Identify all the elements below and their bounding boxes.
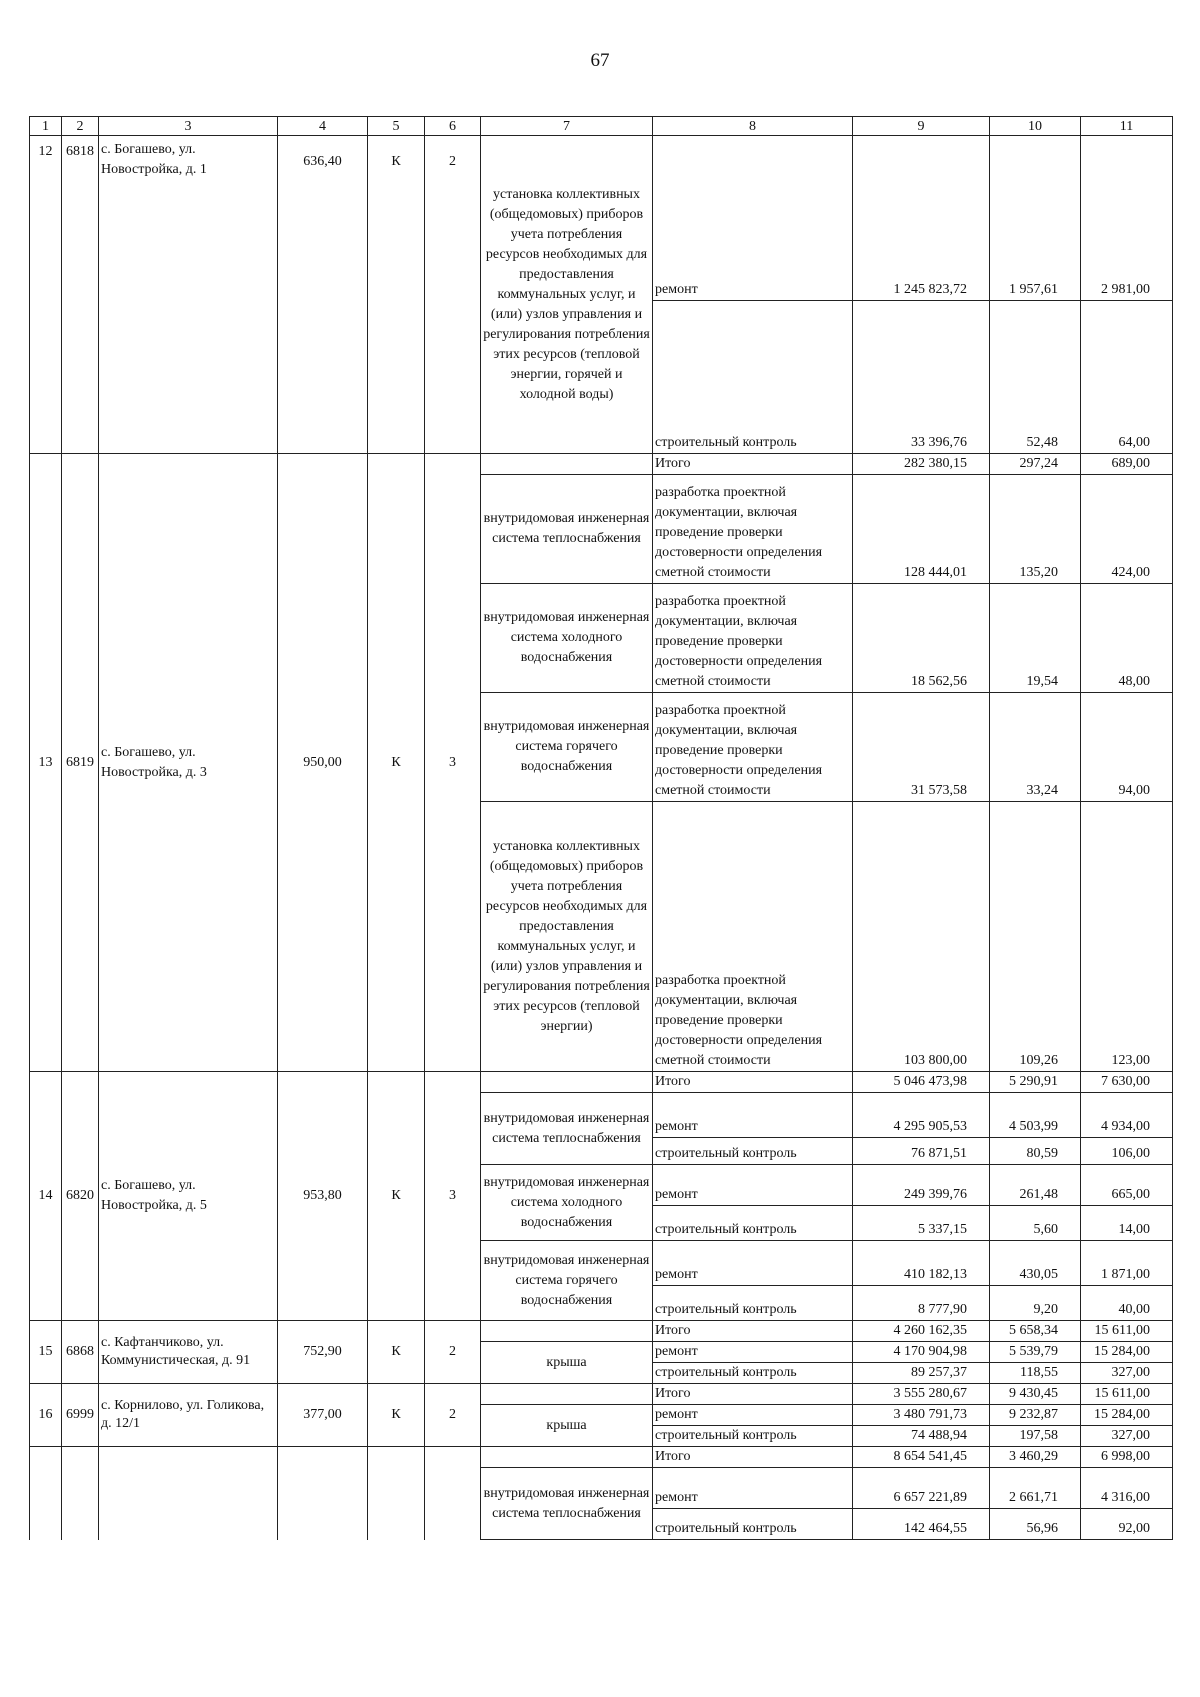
cost-limit: 1 871,00	[1081, 1241, 1173, 1286]
work-type	[481, 1447, 653, 1468]
cost: 6 657 221,89	[853, 1468, 990, 1509]
col-header: 8	[653, 117, 853, 136]
work-type	[481, 1384, 653, 1405]
work-kind: строительный контроль	[653, 1206, 853, 1241]
cost-limit: 2 981,00	[1081, 136, 1173, 301]
cost-limit: 6 998,00	[1081, 1447, 1173, 1468]
house-id: 6868	[62, 1321, 99, 1384]
work-type: крыша	[481, 1342, 653, 1384]
cost: 4 170 904,98	[853, 1342, 990, 1363]
floors: 3	[425, 454, 481, 1072]
row-number: 14	[30, 1072, 62, 1321]
row-number: 12	[30, 136, 62, 454]
col-header: 7	[481, 117, 653, 136]
work-type: внутридомовая инженерная система холодного водоснабжения	[481, 1165, 653, 1241]
cost-limit: 15 611,00	[1081, 1321, 1173, 1342]
work-type: внутридомовая инженерная система горячего водоснабжения	[481, 1241, 653, 1321]
work-type	[481, 1072, 653, 1093]
floors: 2	[425, 1384, 481, 1447]
cost-per-m2: 135,20	[990, 475, 1081, 584]
cost-limit: 327,00	[1081, 1426, 1173, 1447]
cost-per-m2: 5,60	[990, 1206, 1081, 1241]
cost: 33 396,76	[853, 301, 990, 454]
row-number: 13	[30, 454, 62, 1072]
cost: 74 488,94	[853, 1426, 990, 1447]
cost: 4 260 162,35	[853, 1321, 990, 1342]
house-id: 6820	[62, 1072, 99, 1321]
cost: 282 380,15	[853, 454, 990, 475]
cost-per-m2: 4 503,99	[990, 1093, 1081, 1138]
cost-per-m2: 3 460,29	[990, 1447, 1081, 1468]
cost: 249 399,76	[853, 1165, 990, 1206]
col-header: 3	[99, 117, 278, 136]
work-kind: ремонт	[653, 1468, 853, 1509]
work-kind: разработка проектной документации, включая проведение проверки достоверности определения сметной стоимости	[653, 584, 853, 693]
wall-type: К	[368, 136, 425, 454]
work-kind: ремонт	[653, 1405, 853, 1426]
table-row	[30, 1321, 1173, 1342]
work-type	[481, 1321, 653, 1342]
cost-limit: 327,00	[1081, 1363, 1173, 1384]
cost-per-m2: 2 661,71	[990, 1468, 1081, 1509]
page-number: 67	[590, 50, 610, 71]
work-kind: ремонт	[653, 1342, 853, 1363]
cost-per-m2: 56,96	[990, 1509, 1081, 1540]
cost-per-m2: 5 290,91	[990, 1072, 1081, 1093]
col-header: 2	[62, 117, 99, 136]
cost: 8 777,90	[853, 1286, 990, 1321]
house-id: 6999	[62, 1384, 99, 1447]
work-kind: ремонт	[653, 1241, 853, 1286]
cost-per-m2: 5 658,34	[990, 1321, 1081, 1342]
work-type: внутридомовая инженерная система горячего водоснабжения	[481, 693, 653, 802]
wall-type: К	[368, 1384, 425, 1447]
cost-limit: 4 934,00	[1081, 1093, 1173, 1138]
cost: 3 480 791,73	[853, 1405, 990, 1426]
cost: 103 800,00	[853, 802, 990, 1072]
cost-per-m2: 80,59	[990, 1138, 1081, 1165]
area: 950,00	[278, 454, 368, 1072]
cost: 410 182,13	[853, 1241, 990, 1286]
cost-limit: 4 316,00	[1081, 1468, 1173, 1509]
work-type: установка коллективных (общедомовых) приборов учета потребления ресурсов необходимых для предоставления коммунальных услуг, и (или) узлов управления и регулирования потребления этих ресурсов (тепловой энергии)	[481, 802, 653, 1072]
cost-per-m2: 261,48	[990, 1165, 1081, 1206]
table-row	[30, 1447, 1173, 1468]
cost: 1 245 823,72	[853, 136, 990, 301]
work-kind: разработка проектной документации, включая проведение проверки достоверности определения сметной стоимости	[653, 475, 853, 584]
work-type: крыша	[481, 1405, 653, 1447]
cost: 4 295 905,53	[853, 1093, 990, 1138]
work-type: внутридомовая инженерная система теплоснабжения	[481, 1093, 653, 1165]
work-kind: разработка проектной документации, включая проведение проверки достоверности определения сметной стоимости	[653, 802, 853, 1072]
house-id: 6818	[62, 136, 99, 454]
address: с. Богашево, ул. Новостройка, д. 1	[99, 136, 278, 454]
work-type: установка коллективных (общедомовых) приборов учета потребления ресурсов необходимых для предоставления коммунальных услуг, и (или) узлов управления и регулирования потребления этих ресурсов (тепловой энергии, горячей и холодной воды)	[481, 136, 653, 454]
work-kind: разработка проектной документации, включая проведение проверки достоверности определения сметной стоимости	[653, 693, 853, 802]
cost: 76 871,51	[853, 1138, 990, 1165]
cost-limit: 15 611,00	[1081, 1384, 1173, 1405]
address: с. Богашево, ул. Новостройка, д. 5	[99, 1072, 278, 1321]
table-row	[30, 1072, 1173, 1093]
cost-per-m2: 430,05	[990, 1241, 1081, 1286]
table-row	[30, 454, 1173, 475]
house-id	[62, 1447, 99, 1540]
cost-per-m2: 297,24	[990, 454, 1081, 475]
work-kind: Итого	[653, 454, 853, 475]
row-number: 16	[30, 1384, 62, 1447]
cost: 18 562,56	[853, 584, 990, 693]
col-header: 9	[853, 117, 990, 136]
cost-per-m2: 109,26	[990, 802, 1081, 1072]
cost: 142 464,55	[853, 1509, 990, 1540]
col-header: 1	[30, 117, 62, 136]
work-kind: строительный контроль	[653, 1138, 853, 1165]
work-kind: ремонт	[653, 1093, 853, 1138]
cost: 128 444,01	[853, 475, 990, 584]
area: 752,90	[278, 1321, 368, 1384]
cost-per-m2: 9 232,87	[990, 1405, 1081, 1426]
work-kind: строительный контроль	[653, 1286, 853, 1321]
floors: 2	[425, 1321, 481, 1384]
repair-schedule-table	[29, 116, 1173, 1540]
work-kind: строительный контроль	[653, 301, 853, 454]
cost-limit: 665,00	[1081, 1165, 1173, 1206]
cost: 3 555 280,67	[853, 1384, 990, 1405]
cost-limit: 106,00	[1081, 1138, 1173, 1165]
cost: 5 337,15	[853, 1206, 990, 1241]
floors	[425, 1447, 481, 1540]
work-type	[481, 454, 653, 475]
area	[278, 1447, 368, 1540]
col-header: 4	[278, 117, 368, 136]
work-kind: Итого	[653, 1384, 853, 1405]
wall-type: К	[368, 1072, 425, 1321]
cost-limit: 92,00	[1081, 1509, 1173, 1540]
col-header: 11	[1081, 117, 1173, 136]
cost-limit: 123,00	[1081, 802, 1173, 1072]
cost-limit: 7 630,00	[1081, 1072, 1173, 1093]
cost-limit: 64,00	[1081, 301, 1173, 454]
cost-per-m2: 19,54	[990, 584, 1081, 693]
wall-type: К	[368, 454, 425, 1072]
cost-limit: 424,00	[1081, 475, 1173, 584]
house-id: 6819	[62, 454, 99, 1072]
table-row	[30, 136, 1173, 301]
cost-per-m2: 1 957,61	[990, 136, 1081, 301]
work-type: внутридомовая инженерная система теплоснабжения	[481, 475, 653, 584]
table-row	[30, 1384, 1173, 1405]
wall-type: К	[368, 1321, 425, 1384]
cost-limit: 48,00	[1081, 584, 1173, 693]
cost-limit: 14,00	[1081, 1206, 1173, 1241]
work-kind: строительный контроль	[653, 1426, 853, 1447]
wall-type	[368, 1447, 425, 1540]
work-kind: строительный контроль	[653, 1509, 853, 1540]
row-number: 15	[30, 1321, 62, 1384]
floors: 3	[425, 1072, 481, 1321]
address: с. Кафтанчиково, ул. Коммунистическая, д. 91	[99, 1321, 278, 1384]
address	[99, 1447, 278, 1540]
floors: 2	[425, 136, 481, 454]
work-kind: Итого	[653, 1447, 853, 1468]
cost-per-m2: 197,58	[990, 1426, 1081, 1447]
cost-per-m2: 118,55	[990, 1363, 1081, 1384]
cost-limit: 40,00	[1081, 1286, 1173, 1321]
work-kind: ремонт	[653, 136, 853, 301]
area: 377,00	[278, 1384, 368, 1447]
cost-per-m2: 9 430,45	[990, 1384, 1081, 1405]
cost-per-m2: 5 539,79	[990, 1342, 1081, 1363]
cost-limit: 15 284,00	[1081, 1405, 1173, 1426]
work-type: внутридомовая инженерная система теплоснабжения	[481, 1468, 653, 1540]
cost-per-m2: 33,24	[990, 693, 1081, 802]
column-number-row	[30, 117, 1173, 136]
cost: 8 654 541,45	[853, 1447, 990, 1468]
cost: 89 257,37	[853, 1363, 990, 1384]
work-kind: Итого	[653, 1321, 853, 1342]
col-header: 6	[425, 117, 481, 136]
cost: 31 573,58	[853, 693, 990, 802]
col-header: 5	[368, 117, 425, 136]
work-kind: Итого	[653, 1072, 853, 1093]
address: с. Богашево, ул. Новостройка, д. 3	[99, 454, 278, 1072]
address: с. Корнилово, ул. Голикова, д. 12/1	[99, 1384, 278, 1447]
cost: 5 046 473,98	[853, 1072, 990, 1093]
cost-limit: 15 284,00	[1081, 1342, 1173, 1363]
work-kind: строительный контроль	[653, 1363, 853, 1384]
cost-limit: 94,00	[1081, 693, 1173, 802]
work-kind: ремонт	[653, 1165, 853, 1206]
row-number	[30, 1447, 62, 1540]
area: 953,80	[278, 1072, 368, 1321]
area: 636,40	[278, 136, 368, 454]
cost-limit: 689,00	[1081, 454, 1173, 475]
col-header: 10	[990, 117, 1081, 136]
cost-per-m2: 52,48	[990, 301, 1081, 454]
cost-per-m2: 9,20	[990, 1286, 1081, 1321]
work-type: внутридомовая инженерная система холодного водоснабжения	[481, 584, 653, 693]
